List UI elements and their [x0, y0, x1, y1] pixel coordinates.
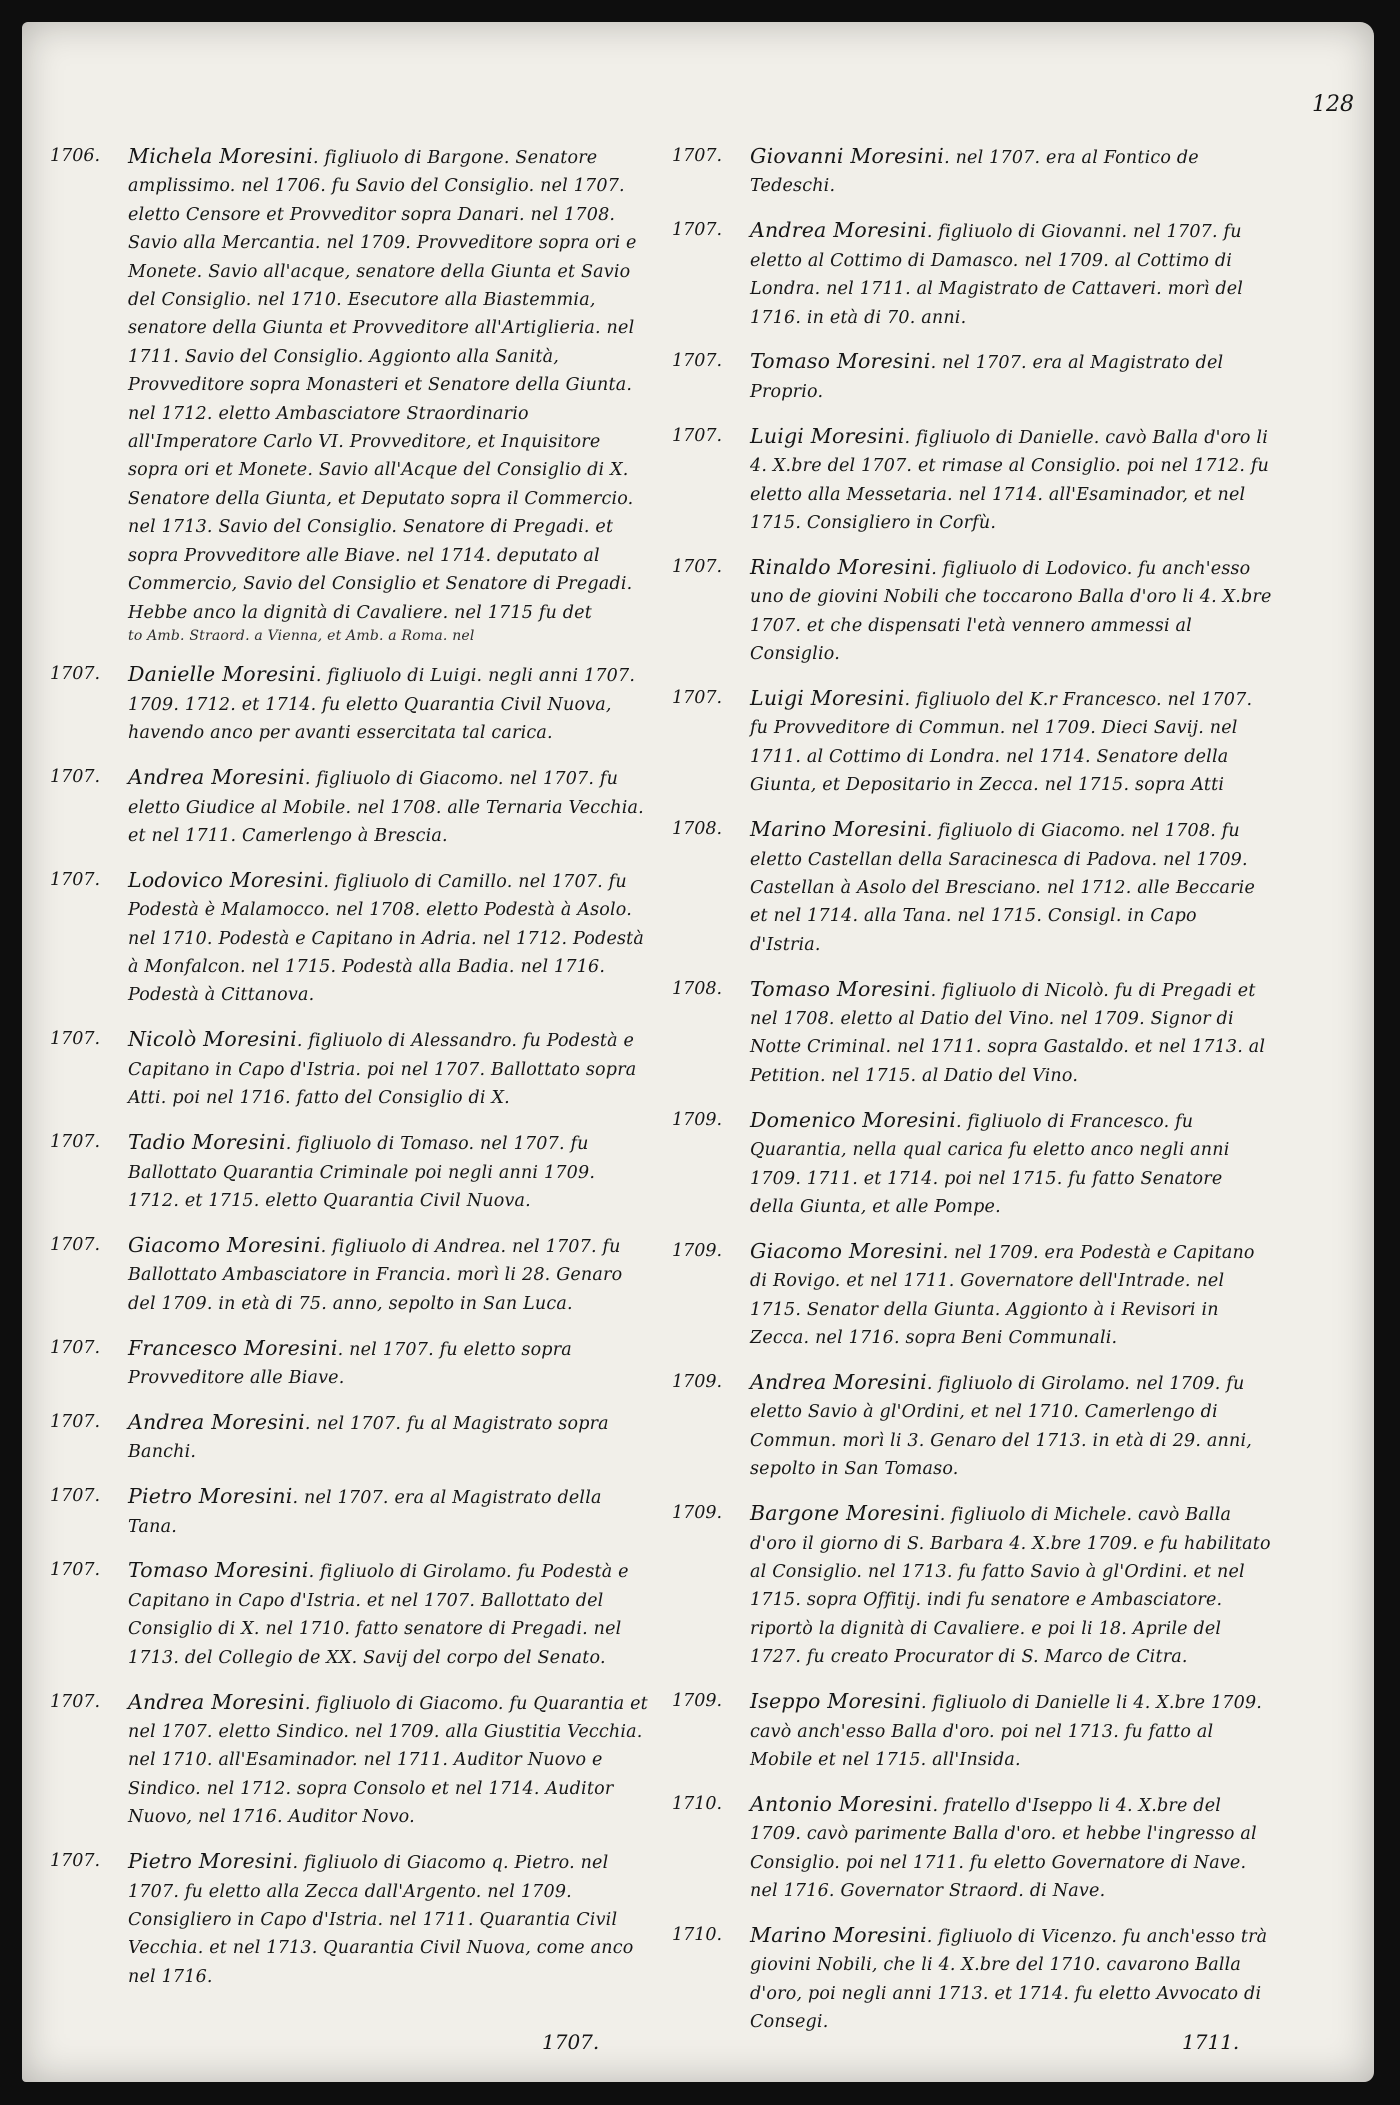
entry-year: 1707. [50, 1337, 101, 1358]
entry-body: . figliuolo di Giacomo q. Pietro. nel 1707. fu eletto alla Zecca dall'Argento. nel 1709. Consigliero in Capo d'Istria. nel 1711. Quarantia Civil Vecchia. et nel 1713. Quarantia Civil Nuova, come anco nel 1716. [128, 1853, 634, 1987]
entry-text [128, 1231, 650, 1318]
entry-name: Marino Moresini [750, 817, 927, 842]
entry-name: Nicolò Moresini [128, 1027, 297, 1052]
entry-text [128, 1688, 650, 1832]
entry-name: Rinaldo Moresini [750, 554, 932, 579]
entry-name: Andrea Moresini [750, 1370, 927, 1395]
entry-body: . nel 1707. fu al Magistrato sopra Banchi. [128, 1413, 609, 1463]
entry-text [750, 815, 1272, 959]
register-entry [50, 142, 650, 645]
entry-text [750, 347, 1272, 406]
entry-year: 1708. [672, 819, 723, 840]
entry-name: Francesco Moresini [128, 1335, 338, 1360]
register-entry [672, 1687, 1272, 1774]
entry-year: 1707. [50, 869, 101, 890]
entry-year: 1706. [50, 146, 101, 166]
entry-name: Pietro Moresini [128, 1484, 293, 1509]
entry-text [750, 1687, 1272, 1774]
entry-text [128, 142, 650, 645]
entry-body: . figliuolo di Vicenzo. fu anch'esso trà giovini Nobili, che li 4. X.bre del 1710. cavarono Balla d'oro, poi negli anni 1713. et 1714. fu eletto Avvocato di Consegi. [750, 1926, 1268, 2033]
entry-year: 1707. [50, 1411, 101, 1432]
entry-name: Iseppo Moresini [750, 1689, 921, 1714]
entry-body: . figliuolo di Giacomo. fu Quarantia et nel 1707. eletto Sindico. nel 1709. alla Giustitia Vecchia. nel 1710. all'Esaminador. nel 1711. Auditor Nuovo e Sindico. nel 1712. sopra Consolo et nel 1714. Auditor Nuovo, nel 1716. Auditor Novo. [128, 1693, 648, 1828]
entry-year: 1709. [672, 1503, 723, 1524]
entry-text [128, 866, 650, 1010]
entry-text [750, 422, 1272, 538]
entry-text [750, 684, 1272, 800]
register-entry [50, 1408, 650, 1467]
entry-body: . figliuolo di Luigi. negli anni 1707. 1709. 1712. et 1714. fu eletto Quarantia Civil Nuova, havendo anco per avanti essercitata tal carica. [128, 666, 636, 744]
entry-body: . figliuolo di Michele. cavò Balla d'oro il giorno di S. Barbara 4. X.bre 1709. e fu habilitato al Consiglio. nel 1713. fu fatto Savio à gl'Ordini. et nel 1715. sopra Offitij. indi fu senatore e Ambasciatore. riportò la dignità di Cavaliere. e poi li 18. Aprile del 1727. fu creato Procurator di S. Marco de Citra. [750, 1505, 1271, 1668]
entry-body: . figliuolo di Giacomo. nel 1707. fu eletto Giudice al Mobile. nel 1708. alle Ternaria Vecchia. et nel 1711. Camerlengo à Brescia. [128, 769, 644, 846]
entry-year: 1709. [672, 1240, 723, 1261]
entry-name: Antonio Moresini [750, 1791, 933, 1816]
entry-body: . fratello d'Iseppo li 4. X.bre del 1709. cavò parimente Balla d'oro. et hebbe l'ingresso al Consiglio. poi nel 1711. fu eletto Governatore di Nave. nel 1716. Governator Straord. di Nave. [750, 1795, 1257, 1902]
entry-body: . nel 1707. era al Magistrato del Proprio. [750, 353, 1224, 402]
entry-year: 1709. [672, 1691, 723, 1712]
entry-name: Domenico Moresini [750, 1107, 956, 1132]
register-entry [50, 660, 650, 747]
register-entry [50, 1128, 650, 1215]
entry-year: 1707. [50, 1029, 101, 1050]
left-column [50, 142, 650, 2007]
register-entry [50, 866, 650, 1010]
entry-body: . figliuolo di Francesco. fu Quarantia, nella qual carica fu eletto anco negli anni 1709. 1711. et 1714. poi nel 1715. fu fatto Senatore della Giunta, et alle Pompe. [750, 1111, 1230, 1217]
register-entry [672, 422, 1272, 538]
entry-name: Tomaso Moresini [750, 349, 931, 374]
entry-name: Luigi Moresini [750, 686, 905, 710]
entry-text [750, 1237, 1272, 1353]
register-entry [50, 763, 650, 850]
entry-name: Andrea Moresini [750, 218, 927, 243]
catchword-left: 1707. [542, 2030, 600, 2054]
entry-body: . figliuolo di Giovanni. nel 1707. fu eletto al Cottimo di Damasco. nel 1709. al Cottimo di Londra. nel 1711. al Magistrato de Cattaveri. morì del 1716. in età di 70. anni. [750, 222, 1244, 328]
entry-name: Danielle Moresini [128, 662, 316, 687]
entry-year: 1710. [672, 1924, 723, 1945]
entry-year: 1707. [672, 556, 723, 577]
entry-body: . nel 1707. era al Fontico de Tedeschi. [750, 148, 1199, 197]
manuscript-page [22, 22, 1374, 2082]
register-entry [672, 1499, 1272, 1671]
entry-year: 1707. [50, 1691, 101, 1712]
entry-body: . figliuolo di Danielle li 4. X.bre 1709. cavò anch'esso Balla d'oro. poi nel 1713. fu fatto al Mobile et nel 1715. all'Insida. [750, 1693, 1263, 1770]
entry-name: Pietro Moresini [128, 1849, 293, 1874]
entry-body: . figliuolo di Girolamo. nel 1709. fu eletto Savio à gl'Ordini, et nel 1710. Camerlengo di Commun. morì li 3. Genaro del 1713. in età di 29. anni, sepolto in San Tomaso. [750, 1374, 1253, 1480]
entry-year: 1707. [672, 688, 723, 708]
entry-year: 1707. [672, 146, 723, 166]
entry-body: . figliuolo di Giacomo. nel 1708. fu eletto Castellan della Saracinesca di Padova. nel 1709. Castellan à Asolo del Bresciano. nel 1712. alle Beccarie et nel 1714. alla Tana. nel 1715. Consigl. in Capo d'Istria. [750, 821, 1256, 955]
register-entry [50, 1688, 650, 1832]
right-column [672, 142, 1272, 2052]
entry-name: Tomaso Moresini [750, 976, 931, 1001]
entry-text [128, 660, 650, 747]
entry-text [750, 1106, 1272, 1222]
entry-text [128, 1128, 650, 1215]
entry-body: . figliuolo di Alessandro. fu Podestà e Capitano in Capo d'Istria. poi nel 1707. Ballottato sopra Atti. poi nel 1716. fatto del Consiglio di X. [128, 1031, 637, 1109]
entry-name: Tomaso Moresini [128, 1558, 309, 1583]
entry-body: . nel 1707. era al Magistrato della Tana. [128, 1488, 602, 1537]
entry-year: 1709. [672, 1109, 723, 1130]
entry-name: Bargone Moresini [750, 1501, 940, 1526]
entry-text [128, 1847, 650, 1991]
entry-body: . figliuolo di Andrea. nel 1707. fu Ballottato Ambasciatore in Francia. morì li 28. Genaro del 1709. in età di 75. anno, sepolto in San Luca. [128, 1236, 623, 1314]
entry-name: Tadio Moresini [128, 1130, 286, 1155]
entry-year: 1707. [50, 1560, 101, 1581]
entry-body: . nel 1707. fu eletto sopra Provveditore alle Biave. [128, 1339, 572, 1388]
register-entry [672, 1368, 1272, 1484]
entry-year: 1709. [672, 1372, 723, 1393]
catchword-right: 1711. [1182, 2030, 1240, 2054]
entry-body: . figliuolo di Girolamo. fu Podestà e Capitano in Capo d'Istria. et nel 1707. Ballottato del Consiglio di X. nel 1710. fatto senatore di Pregadi. nel 1713. del Collegio de XX. Savij del corpo del Senato. [128, 1562, 629, 1668]
entry-name: Giacomo Moresini [128, 1232, 321, 1257]
register-entry [672, 1106, 1272, 1222]
entry-text [750, 1499, 1272, 1671]
entry-text [750, 1790, 1272, 1906]
entry-text [750, 553, 1272, 669]
entry-text [128, 1556, 650, 1672]
register-entry [50, 1482, 650, 1541]
entry-year: 1707. [50, 1132, 101, 1153]
entry-text [128, 1408, 650, 1467]
entry-body: . nel 1709. era Podestà e Capitano di Rovigo. et nel 1711. Governatore dell'Intrade. nel 1715. Senator della Giunta. Aggionto à i Revisori in Zecca. nel 1716. sopra Beni Communali. [750, 1242, 1255, 1349]
entry-text [750, 1921, 1272, 2037]
entry-year: 1707. [50, 767, 101, 788]
entry-body: . figliuolo di Bargone. Senatore amplissimo. nel 1706. fu Savio del Consiglio. nel 1707. eletto Censore et Provveditor sopra Danari. nel 1708. Savio alla Mercantia. nel 1709. Provveditore sopra ori e Monete. Savio all'acque, senatore della Giunta et Savio del Consiglio. nel 1710. Esecutore alla Biastemmia, senatore della Giunta et Provveditore all'Artiglieria. nel 1711. Savio del Consiglio. Aggionto alla Sanità, Provveditore sopra Monasteri et Senatore della Giunta. nel 1712. eletto Ambasciatore Straordinario all'Imperatore Carlo VI. Provveditore, et Inquisitore sopra ori et Monete. Savio all'Acque del Consiglio di X. Senatore della Giunta, et Deputato sopra il Commercio. nel 1713. Savio del Consiglio. Senatore di Pregadi. et sopra Provveditore alle Biave. nel 1714. deputato al Commercio, Savio del Consiglio et Senatore di Pregadi. Hebbe anco la dignità di Cavaliere. nel 1715 fu det [128, 148, 637, 623]
entry-year: 1707. [672, 220, 723, 241]
register-entry [672, 684, 1272, 800]
entry-text [128, 1482, 650, 1541]
register-entry [50, 1334, 650, 1393]
register-entry [672, 216, 1272, 332]
entry-name: Giovanni Moresini [750, 144, 945, 168]
entry-text [128, 1334, 650, 1393]
entry-text [128, 1025, 650, 1112]
register-entry [672, 553, 1272, 669]
entry-name: Andrea Moresini [128, 765, 305, 790]
register-entry [50, 1556, 650, 1672]
register-entry [672, 1790, 1272, 1906]
entry-year: 1707. [50, 1234, 101, 1255]
register-entry [672, 975, 1272, 1091]
entry-year: 1710. [672, 1793, 723, 1814]
entry-year: 1707. [672, 425, 723, 446]
register-entry [672, 1237, 1272, 1353]
register-entry [672, 815, 1272, 959]
register-entry [672, 1921, 1272, 2037]
entry-body: . figliuolo di Lodovico. fu anch'esso uno de giovini Nobili che toccarono Balla d'oro li 4. X.bre 1707. et che dispensati l'età vennero ammessi al Consiglio. [750, 558, 1272, 665]
entry-name: Michela Moresini [128, 144, 313, 168]
entry-year: 1707. [50, 1851, 101, 1872]
entry-name: Andrea Moresini [128, 1409, 305, 1434]
register-entry [50, 1847, 650, 1991]
entry-name: Giacomo Moresini [750, 1238, 943, 1263]
entry-text [750, 1368, 1272, 1484]
entry-body: . figliuolo di Camillo. nel 1707. fu Podestà è Malamocco. nel 1708. eletto Podestà à Asolo. nel 1710. Podestà e Capitano in Adria. nel 1712. Podestà à Monfalcon. nel 1715. Podestà alla Badia. nel 1716. Podestà à Cittanova. [128, 871, 645, 1006]
entry-year: 1708. [672, 978, 723, 999]
register-entry [50, 1231, 650, 1318]
folio-number: 128 [1312, 92, 1354, 117]
entry-text [750, 975, 1272, 1091]
entry-text [750, 216, 1272, 332]
entry-year: 1707. [50, 1486, 101, 1507]
entry-text [750, 142, 1272, 201]
entry-name: Andrea Moresini [128, 1689, 305, 1714]
entry-name: Marino Moresini [750, 1922, 927, 1947]
entry-year: 1707. [50, 664, 101, 685]
entry-body: . figliuolo di Nicolò. fu di Pregadi et nel 1708. eletto al Datio del Vino. nel 1709. Signor di Notte Criminal. nel 1711. sopra Gastaldo. et nel 1713. al Petition. nel 1715. al Datio del Vino. [750, 980, 1266, 1086]
entry-note: to Amb. Straord. a Vienna, et Amb. a Roma. nel [128, 627, 475, 644]
register-entry [672, 142, 1272, 201]
register-entry [672, 347, 1272, 406]
entry-name: Luigi Moresini [750, 423, 905, 448]
entry-year: 1707. [672, 351, 723, 372]
entry-name: Lodovico Moresini [128, 867, 324, 892]
register-entry [50, 1025, 650, 1112]
entry-body: . figliuolo di Tomaso. nel 1707. fu Ballottato Quarantia Criminale poi negli anni 1709. 1712. et 1715. eletto Quarantia Civil Nuova. [128, 1134, 596, 1211]
entry-body: . figliuolo di Danielle. cavò Balla d'oro li 4. X.bre del 1707. et rimase al Consiglio. poi nel 1712. fu eletto alla Messetaria. nel 1714. all'Esaminador, et nel 1715. Consigliero in Corfù. [750, 427, 1270, 533]
entry-text [128, 763, 650, 850]
entry-body: . figliuolo del K.r Francesco. nel 1707. fu Provveditore di Commun. nel 1709. Dieci Savij. nel 1711. al Cottimo di Londra. nel 1714. Senatore della Giunta, et Depositario in Zecca. nel 1715. sopra Atti [750, 690, 1253, 796]
